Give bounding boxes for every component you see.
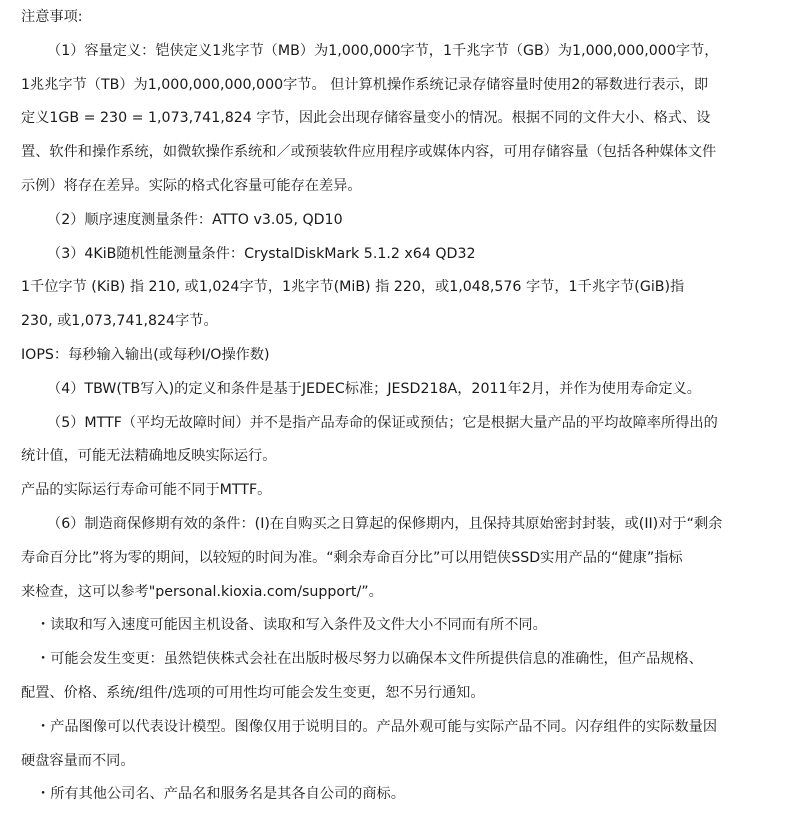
bullet-subject-to-change: ・可能会发生变更：虽然铠侠株式会社在出版时极尽努力以确保本文件所提供信息的准确性，但产品规格、 xyxy=(36,651,703,668)
note-1-capacity-cont: 1兆兆字节（TB）为1,000,000,000,000字节。 但计算机操作系统记录存储容量时使用2的幂数进行表示，即 xyxy=(21,76,709,93)
note-5-mttf: （5）MTTF（平均无故障时间）并不是指产品寿命的保证或预估；它是根据大量产品的平均故障率所得出的 xyxy=(47,414,718,431)
bullet-product-images: ・产品图像可以代表设计模型。图像仅用于说明目的。产品外观可能与实际产品不同。闪存组件的实际数量因 xyxy=(36,718,718,735)
note-5-mttf-cont: 统计值，可能无法精确地反映实际运行。 xyxy=(21,448,277,465)
notes-heading: 注意事项: xyxy=(21,9,83,25)
bullet-speed-varies: ・读取和写入速度可能因主机设备、读取和写入条件及文件大小不同而有所不同。 xyxy=(36,617,547,634)
bullet-product-images-cont: 硬盘容量而不同。 xyxy=(21,752,135,769)
note-mttf-lifetime: 产品的实际运行寿命可能不同于MTTF。 xyxy=(21,482,272,499)
note-kib-definition-cont: 230, 或1,073,741,824字节。 xyxy=(21,313,218,330)
note-1-capacity-cont: 置、软件和操作系统，如微软操作系统和／或预装软件应用程序或媒体内容，可用存储容量（包括各种媒体文件 xyxy=(21,144,717,161)
note-1-capacity-cont: 定义1GB = 230 = 1,073,741,824 字节，因此会出现存储容量变小的情况。根据不同的文件大小、格式、设 xyxy=(21,110,711,127)
bullet-subject-to-change-cont: 配置、价格、系统/组件/选项的可用性均可能会发生变更，恕不另行通知。 xyxy=(21,684,485,701)
note-1-capacity: （1）容量定义：铠侠定义1兆字节（MB）为1,000,000字节，1千兆字节（GB）为1,000,000,000字节， xyxy=(47,42,719,59)
note-1-capacity-cont: 示例）将存在差异。实际的格式化容量可能存在差异。 xyxy=(21,177,362,194)
note-4-tbw: （4）TBW(TB写入)的定义和条件是基于JEDEC标准；JESD218A，2011年2月，并作为使用寿命定义。 xyxy=(47,380,701,397)
note-6-warranty: （6）制造商保修期有效的条件：(I)在自购买之日算起的保修期内，且保持其原始密封封装，或(II)对于“剩余 xyxy=(47,515,723,532)
note-iops-definition: IOPS：每秒输入输出(或每秒I/O操作数) xyxy=(21,346,270,363)
note-3-random-performance: （3）4KiB随机性能测量条件：CrystalDiskMark 5.1.2 x64 QD32 xyxy=(47,245,476,262)
note-2-sequential-speed: （2）顺序速度测量条件：ATTO v3.05, QD10 xyxy=(47,211,343,228)
note-6-warranty-cont: 寿命百分比”将为零的期间，以较短的时间为准。“剩余寿命百分比”可以用铠侠SSD实用产品的“健康”指标 xyxy=(21,549,683,566)
note-6-warranty-cont: 来检查，这可以参考"personal.kioxia.com/support/”。 xyxy=(21,583,383,600)
note-kib-definition: 1千位字节 (KiB) 指 210, 或1,024字节，1兆字节(MiB) 指 220，或1,048,576 字节，1千兆字节(GiB)指 xyxy=(21,279,685,296)
notes-document xyxy=(21,1,783,812)
bullet-trademarks: ・所有其他公司名、产品名和服务名是其各自公司的商标。 xyxy=(36,786,405,803)
